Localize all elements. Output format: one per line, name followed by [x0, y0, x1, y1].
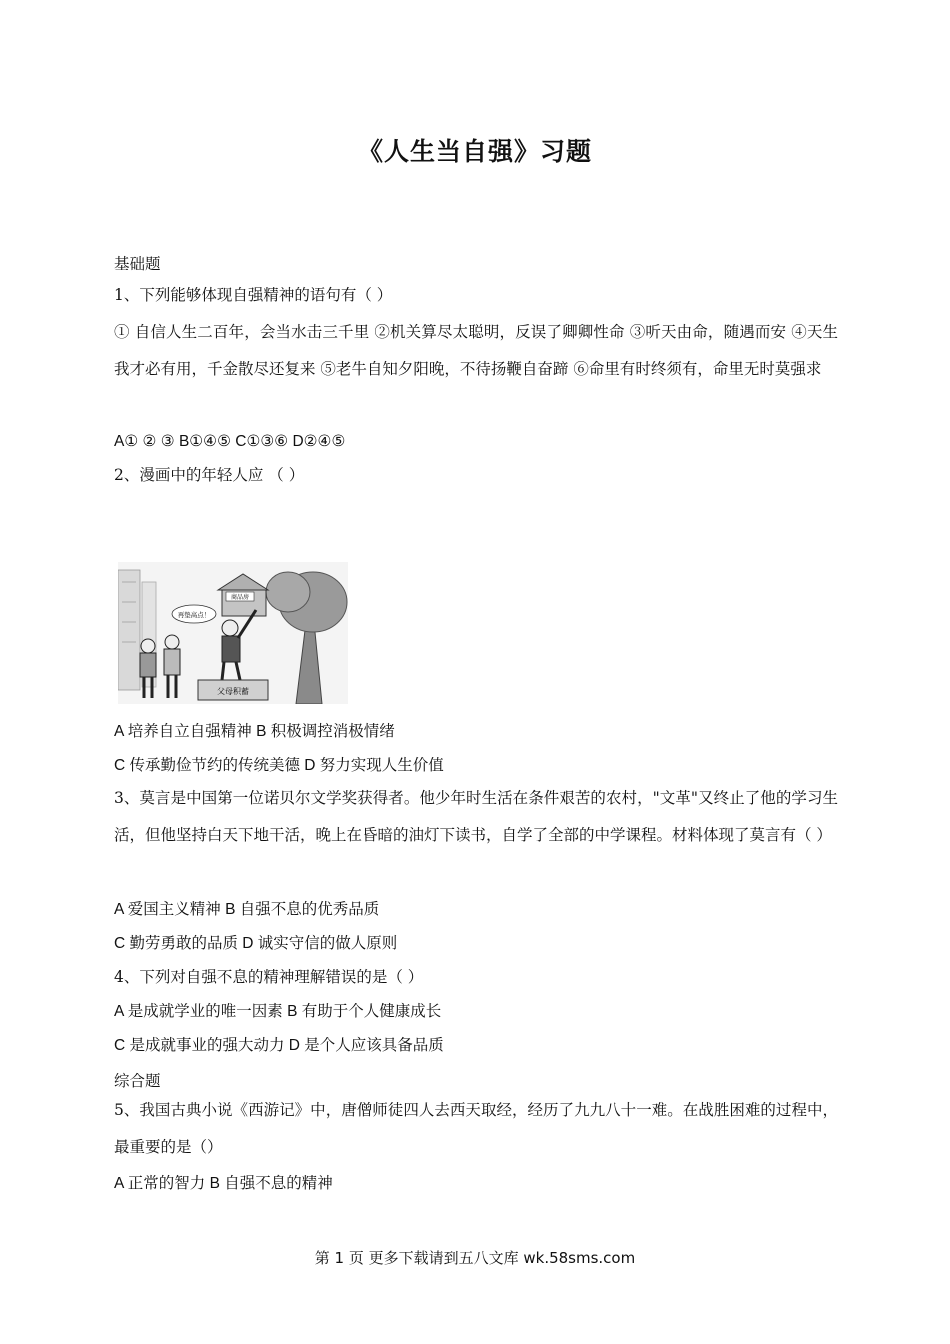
savings-box-icon: [198, 680, 268, 700]
question-5-stem: 5、我国古典小说《西游记》中，唐僧师徒四人去西天取经，经历了九九八十一难。在战胜困难的过程中，最重要的是（）: [114, 1101, 838, 1156]
section-basic-heading: 基础题: [114, 255, 161, 273]
question-2-options-ab: A 培养自立自强精神 B 积极调控消极情绪: [114, 723, 395, 740]
question-4-options-ab: A 是成就学业的唯一因素 B 有助于个人健康成长: [114, 1003, 442, 1020]
question-3-options-ab: A 爱国主义精神 B 自强不息的优秀品质: [114, 901, 380, 918]
question-5-options: A 正常的智力 B 自强不息的精神: [114, 1175, 333, 1192]
question-3-stem: 3、莫言是中国第一位诺贝尔文学奖获得者。他少年时生活在条件艰苦的农村，"文革"又终止了他的学习生活，但他坚持白天下地干活，晚上在昏暗的油灯下读书，自学了全部的中学课程。材料体现了莫言有（ ）: [114, 789, 838, 844]
question-1-passage: ① 自信人生二百年，会当水击三千里 ②机关算尽太聪明，反误了卿卿性命 ③听天由命，随遇而安 ④天生我才必有用，千金散尽还复来 ⑤老牛自知夕阳晚，不待扬鞭自奋蹄 ⑥命里有时终须有，命里无时莫强求: [114, 323, 838, 378]
question-2-options-cd: C 传承勤俭节约的传统美德 D 努力实现人生价值: [114, 757, 444, 774]
question-4-options-cd: C 是成就事业的强大动力 D 是个人应该具备品质: [114, 1037, 444, 1054]
question-2-stem: 2、漫画中的年轻人应 （ ）: [114, 466, 305, 484]
question-2-cartoon-image: [118, 562, 348, 704]
question-4-stem: 4、下列对自强不息的精神理解错误的是（ ）: [114, 968, 424, 986]
comic-speech-bubble: 再垫高点！: [177, 611, 211, 619]
section-comprehensive-heading: 综合题: [114, 1072, 161, 1090]
comic-box-top-label: 商品房: [230, 594, 250, 601]
question-1-stem: 1、下列能够体现自强精神的语句有（ ）: [114, 286, 393, 304]
page-footer: 第 1 页 更多下载请到五八文库 wk.58sms.com: [314, 1249, 636, 1267]
question-1-options: A① ② ③ B①④⑤ C①③⑥ D②④⑤: [114, 433, 346, 450]
page-title: 《人生当自强》习题: [357, 137, 592, 166]
comic-box-bottom-label: 父母积蓄: [217, 687, 249, 696]
question-3-options-cd: C 勤劳勇敢的品质 D 诚实守信的做人原则: [114, 935, 398, 952]
